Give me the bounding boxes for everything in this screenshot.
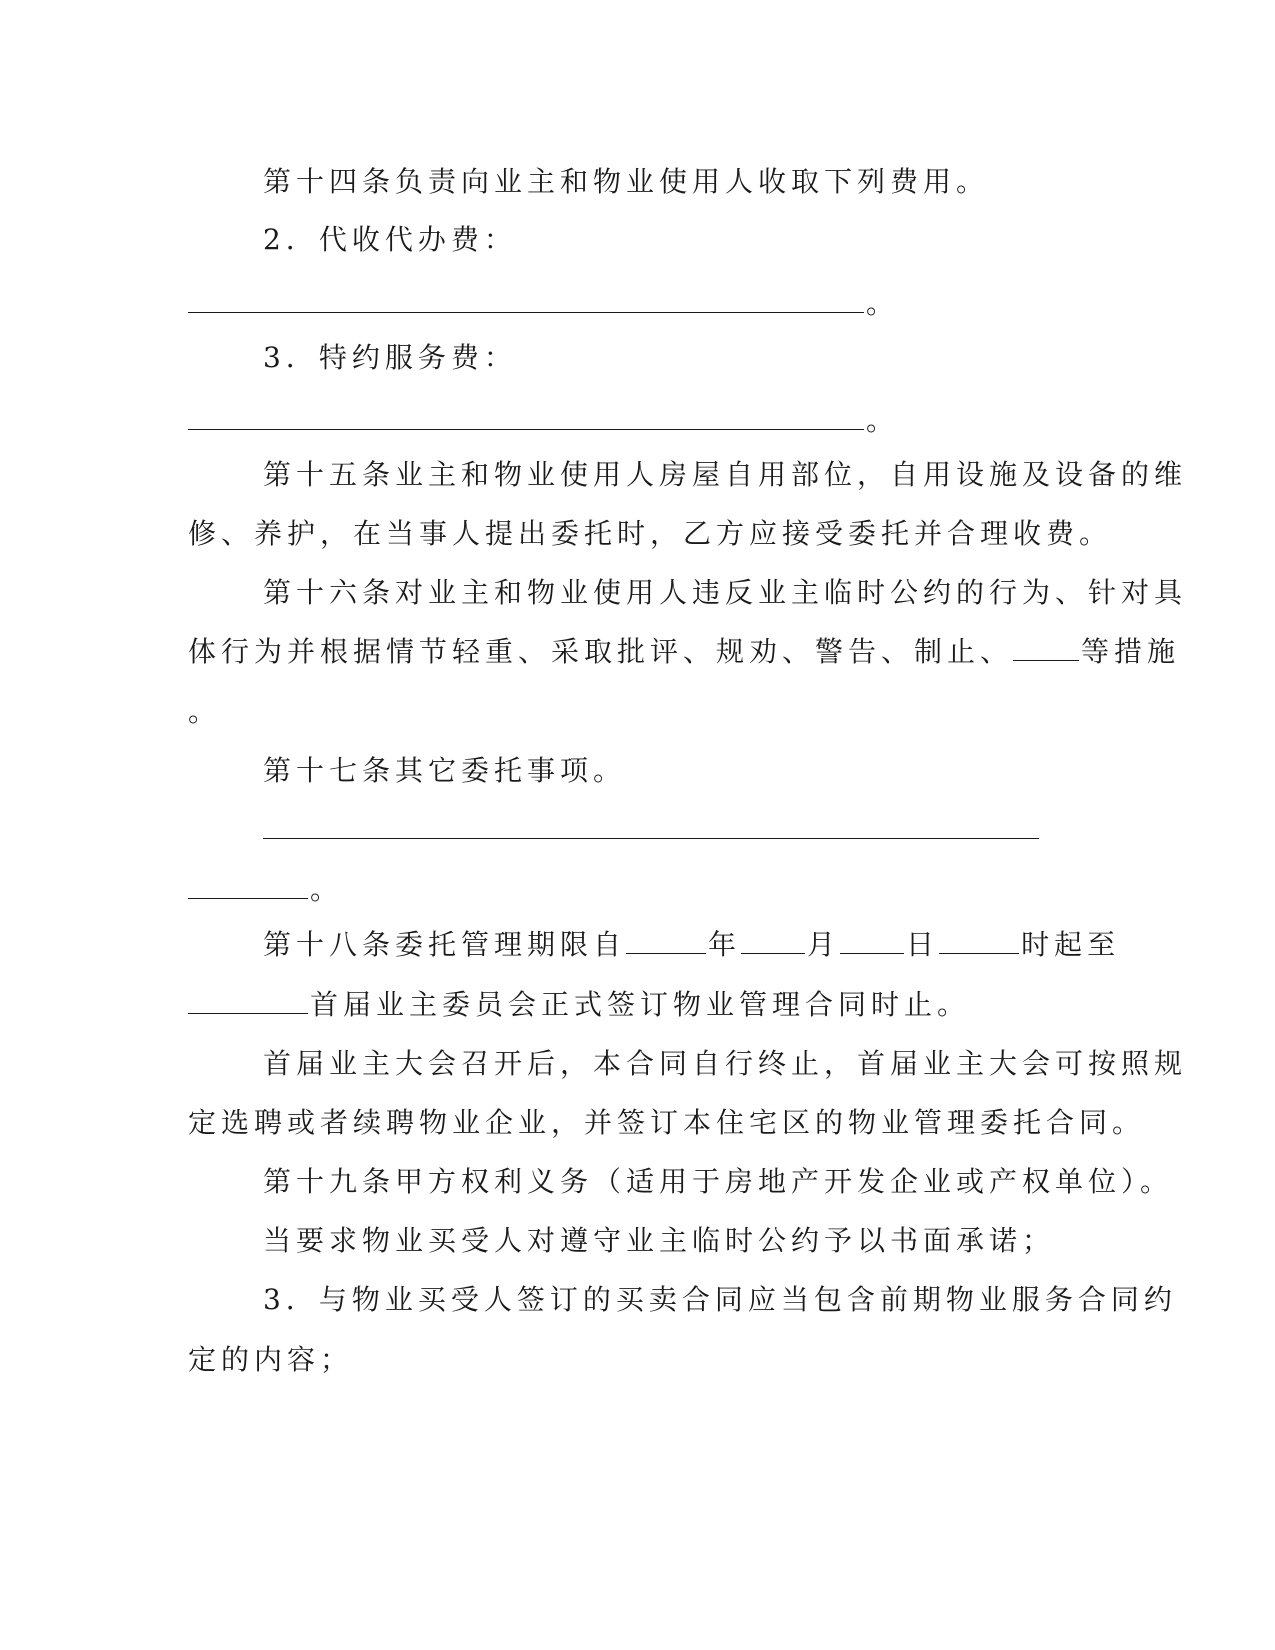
article-18-line-1 — [263, 925, 1121, 965]
meeting-paragraph-line-1: 首届业主大会召开后，本合同自行终止，首届业主大会可按照规 — [263, 1047, 1188, 1080]
fill-blank — [188, 987, 308, 1014]
meeting-paragraph-line-2: 定选聘或者续聘物业企业，并签订本住宅区的物业管理委托合同。 — [188, 1106, 1146, 1139]
year-label: 年 — [708, 928, 742, 961]
article-19-item: 当要求物业买受人对遵守业主临时公约予以书面承诺； — [263, 1224, 1056, 1257]
year-blank — [626, 927, 706, 954]
period: 。 — [866, 404, 900, 437]
item-3-special-service-fee: 3．特约服务费： — [263, 341, 517, 374]
article-16-line-1: 第十六条对业主和物业使用人违反业主临时公约的行为、针对具 — [263, 576, 1188, 609]
period: 。 — [866, 287, 900, 320]
article-17: 第十七条其它委托事项。 — [263, 754, 627, 787]
article-15-line-2: 修、养护，在当事人提出委托时，乙方应接受委托并合理收费。 — [188, 517, 1113, 550]
article-19-item-3-line-2: 定的内容； — [188, 1343, 354, 1376]
article-18-line-2 — [188, 985, 1088, 1025]
article-19: 第十九条甲方权利义务（适用于房地产开发企业或产权单位）。 — [263, 1165, 1174, 1198]
article-18-text-end: 时起至 — [1021, 928, 1121, 961]
month-blank — [741, 927, 805, 954]
article-17-blank-line-1 — [263, 810, 1093, 850]
period: 。 — [310, 873, 344, 906]
fill-blank — [1013, 634, 1079, 661]
article-16-line-3: 。 — [188, 695, 222, 728]
fill-blank — [263, 812, 1039, 839]
month-label: 月 — [807, 928, 841, 961]
fill-blank — [188, 403, 864, 430]
article-18-text: 第十八条委托管理期限自 — [263, 928, 627, 961]
fill-blank — [188, 872, 308, 899]
day-label: 日 — [906, 928, 940, 961]
article-18-text-2: 首届业主委员会正式签订物业管理合同时止。 — [310, 988, 971, 1021]
item-2-blank-line — [188, 284, 1088, 324]
article-16-line-2 — [188, 632, 1181, 672]
day-blank — [840, 927, 904, 954]
hour-blank — [939, 927, 1019, 954]
fill-blank — [188, 286, 864, 313]
article-14: 第十四条负责向业主和物业使用人收取下列费用。 — [263, 165, 990, 198]
item-2-agency-fee: 2．代收代办费： — [263, 223, 517, 256]
article-16-text-end: 等措施 — [1081, 635, 1181, 668]
article-17-blank-line-2 — [188, 870, 1088, 910]
item-3-blank-line — [188, 401, 1088, 441]
article-16-text: 体行为并根据情节轻重、采取批评、规劝、警告、制止、 — [188, 635, 1014, 668]
article-15-line-1: 第十五条业主和物业使用人房屋自用部位，自用设施及设备的维 — [263, 458, 1188, 491]
article-19-item-3-line-1: 3．与物业买受人签订的买卖合同应当包含前期物业服务合同约 — [263, 1283, 1177, 1316]
